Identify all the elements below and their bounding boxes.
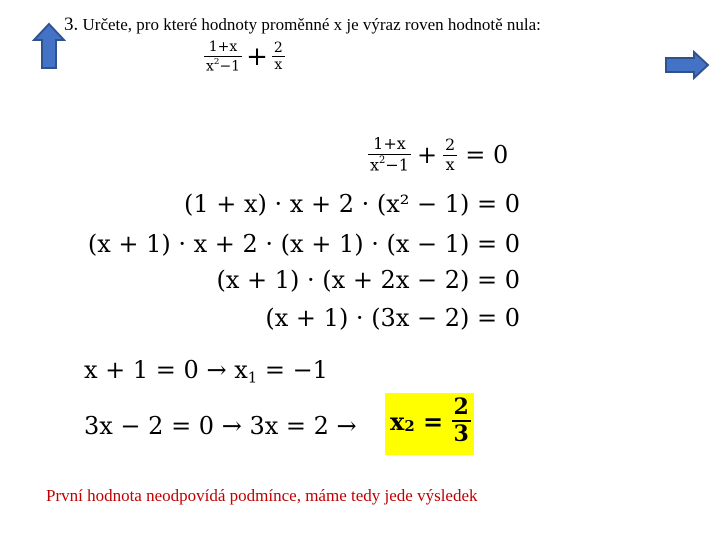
fraction-2-denominator: x [274,57,283,74]
row0-rhs: = 0 [465,141,509,170]
fraction-1-denominator: $x^2-1$ [206,56,241,75]
right-arrow-icon [664,50,710,80]
row0-fraction-1: $\frac{1+x}{x^2-1}$ [370,134,409,175]
root-1: $x + 1 = 0 \to x_1 = -1$ [84,356,328,387]
fraction-2-numerator: 2 [273,39,283,56]
footer-note: První hodnota neodpovídá podmínce, máme tedy jede výsledek [46,486,478,505]
solution-row-3: (x + 1) · (x + 2x − 2) = 0 [216,266,520,294]
solution-row-2: (x + 1) · x + 2 · (x + 1) · (x − 1) = 0 [87,230,520,258]
final-result: x $_2$ = $\frac{2}{3}$ [390,394,469,448]
up-arrow-icon [32,22,66,70]
expression-fraction-1 [204,40,242,74]
expression-plus: + [246,41,268,72]
solution-row-4: (x + 1) · (3x − 2) = 0 [265,304,520,332]
solution-row-1: (1 + x) · x + 2 · (x² − 1) = 0 [184,190,520,218]
task-heading [64,14,541,36]
root-2: 3x − 2 = 0 → 3x = 2 → [84,412,357,440]
solution-row-0: $\frac{1+x}{x^2-1}$ + $\frac{2}{x}$ = 0 [370,134,509,175]
given-expression [204,40,285,74]
fraction-1-numerator: 1+x [208,39,238,55]
row0-fraction-2: $\frac{2}{x}$ [445,134,456,174]
result-fraction: $\frac{2}{3}$ [453,394,469,448]
task-prompt: Určete, pro které hodnoty proměnné x je výraz roven hodnotě nula: [82,15,541,34]
task-number: 3. [64,14,79,35]
expression-fraction-2 [272,41,285,73]
up-arrow-button[interactable] [32,22,66,70]
right-arrow-button[interactable] [664,50,710,80]
